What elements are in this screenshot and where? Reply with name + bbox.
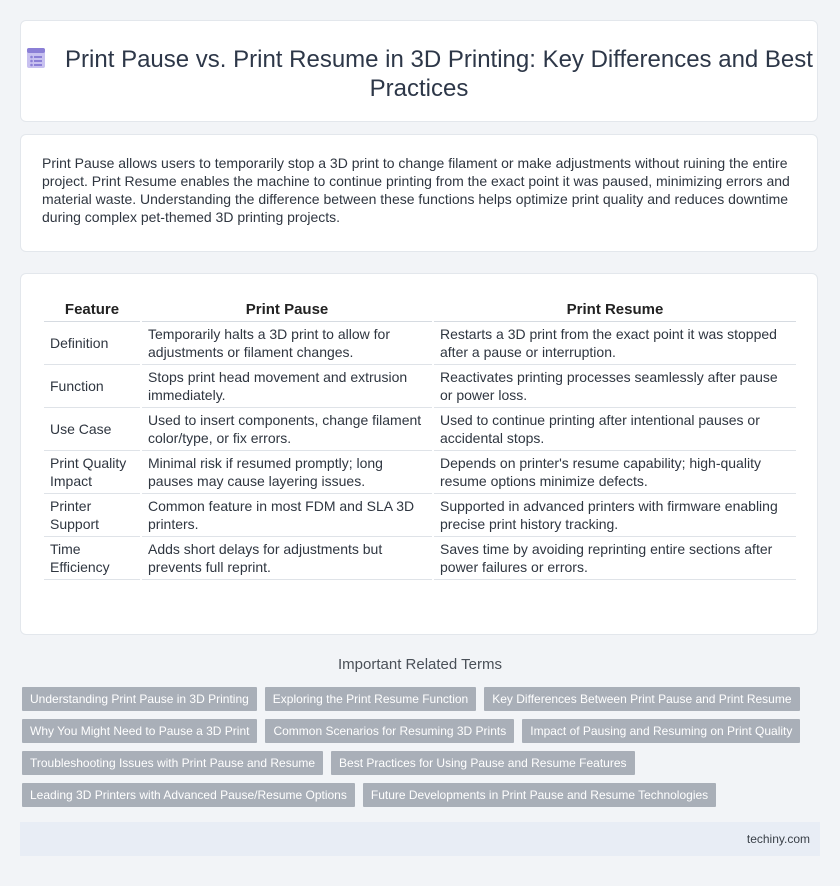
pause-cell: Common feature in most FDM and SLA 3D printers. — [142, 494, 432, 537]
resume-cell: Reactivates printing processes seamlessly after pause or power loss. — [434, 365, 796, 408]
pause-cell: Adds short delays for adjustments but prevents full reprint. — [142, 537, 432, 580]
related-term-tag[interactable]: Exploring the Print Resume Function — [265, 687, 476, 711]
related-terms-heading: Important Related Terms — [338, 656, 502, 673]
tag-row — [22, 687, 822, 711]
feature-cell: Function — [44, 365, 140, 408]
page-title-text: Print Pause vs. Print Resume in 3D Printing: Key Differences and Best Practices — [65, 46, 813, 102]
title-card — [20, 20, 818, 122]
related-term-tag[interactable]: Key Differences Between Print Pause and Print Resume — [484, 687, 799, 711]
document-list-icon — [25, 47, 47, 69]
tag-row — [22, 751, 822, 775]
resume-cell: Depends on printer's resume capability; high-quality resume options minimize defects. — [434, 451, 796, 494]
pause-cell: Temporarily halts a 3D print to allow for adjustments or filament changes. — [142, 322, 432, 365]
table-row — [44, 408, 796, 451]
table-row — [44, 322, 796, 365]
related-term-tag[interactable]: Future Developments in Print Pause and Resume Technologies — [363, 783, 716, 807]
feature-cell: Use Case — [44, 408, 140, 451]
intro-paragraph: Print Pause allows users to temporarily stop a 3D print to change filament or make adjustments without ruining the entire project. Print Resume enables the machine to continue printing from the exact point it was paused, minimizing errors and material waste. Understanding the difference between these functions helps optimize print quality and reduces downtime during complex pet-themed 3D printing projects. — [42, 155, 790, 225]
related-term-tag[interactable]: Why You Might Need to Pause a 3D Print — [22, 719, 257, 743]
table-row — [44, 494, 796, 537]
feature-cell: Definition — [44, 322, 140, 365]
pause-cell: Used to insert components, change filament color/type, or fix errors. — [142, 408, 432, 451]
comparison-card — [20, 273, 818, 635]
table-row — [44, 537, 796, 580]
related-term-tag[interactable]: Troubleshooting Issues with Print Pause and Resume — [22, 751, 323, 775]
intro-card — [20, 134, 818, 252]
resume-cell: Saves time by avoiding reprinting entire sections after power failures or errors. — [434, 537, 796, 580]
related-term-tag[interactable]: Impact of Pausing and Resuming on Print Quality — [522, 719, 800, 743]
footer-site-link[interactable]: techiny.com — [746, 832, 810, 846]
related-term-tag[interactable]: Understanding Print Pause in 3D Printing — [22, 687, 257, 711]
related-term-tag[interactable]: Best Practices for Using Pause and Resume Features — [331, 751, 634, 775]
comparison-table — [42, 297, 798, 580]
related-term-tag[interactable]: Common Scenarios for Resuming 3D Prints — [265, 719, 514, 743]
feature-cell: Print Quality Impact — [44, 451, 140, 494]
feature-cell: Time Efficiency — [44, 537, 140, 580]
resume-cell: Used to continue printing after intentional pauses or accidental stops. — [434, 408, 796, 451]
title-wrap — [21, 45, 817, 103]
page-title — [21, 45, 817, 103]
pause-cell: Stops print head movement and extrusion immediately. — [142, 365, 432, 408]
tag-row — [22, 719, 822, 743]
table-header-row — [44, 297, 796, 322]
table-row — [44, 451, 796, 494]
header-print-pause: Print Pause — [142, 297, 432, 322]
tag-row — [22, 783, 822, 807]
related-terms-list — [22, 687, 822, 815]
feature-cell: Printer Support — [44, 494, 140, 537]
resume-cell: Restarts a 3D print from the exact point it was stopped after a pause or interruption. — [434, 322, 796, 365]
resume-cell: Supported in advanced printers with firmware enabling precise print history tracking. — [434, 494, 796, 537]
footer — [20, 822, 820, 856]
related-term-tag[interactable]: Leading 3D Printers with Advanced Pause/Resume Options — [22, 783, 355, 807]
header-print-resume: Print Resume — [434, 297, 796, 322]
table-row — [44, 365, 796, 408]
pause-cell: Minimal risk if resumed promptly; long pauses may cause layering issues. — [142, 451, 432, 494]
header-feature: Feature — [44, 297, 140, 322]
